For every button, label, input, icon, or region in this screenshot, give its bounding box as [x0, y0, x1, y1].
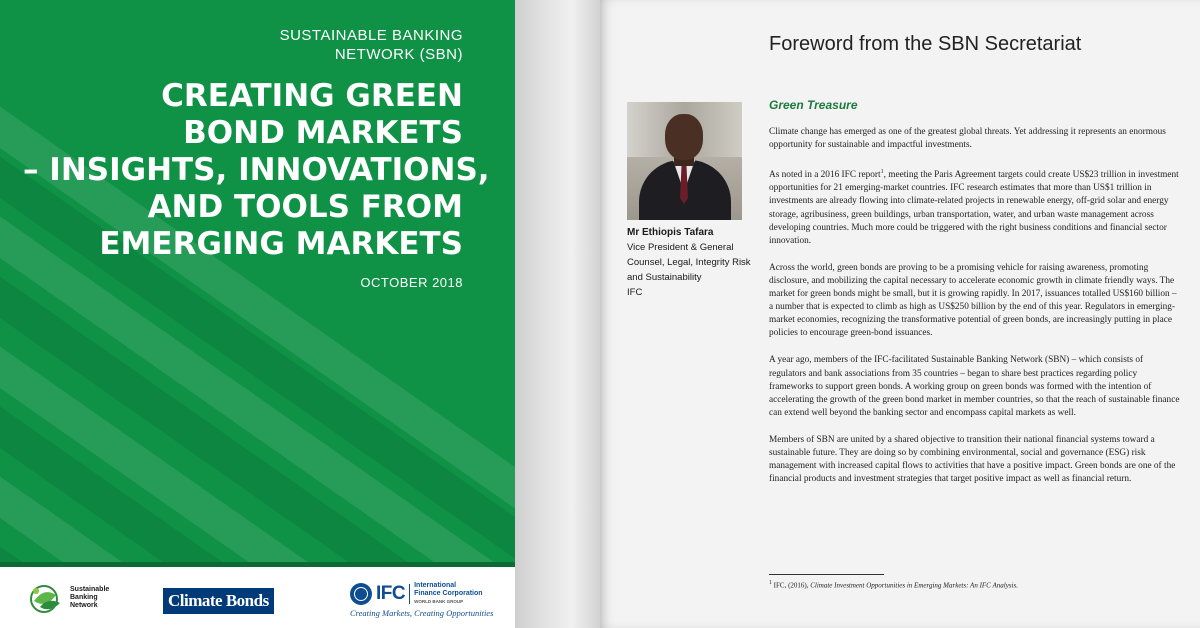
page-title: Foreword from the SBN Secretariat	[769, 33, 1082, 55]
ifc-full-name	[414, 582, 482, 606]
book-gutter	[515, 0, 610, 628]
portrait-photo	[627, 102, 742, 220]
ifc-name-line: Finance Corporation	[414, 590, 483, 597]
footnote-lead: IFC, (2016),	[773, 581, 809, 590]
sbn-logo-line: Banking	[70, 594, 98, 601]
paragraph-lead: As noted in a 2016 IFC report	[769, 170, 881, 181]
globe-leaf-icon	[26, 581, 66, 615]
foreword-body	[769, 126, 1181, 500]
paragraph: A year ago, members of the IFC-facilitated Sustainable Banking Network (SBN) – which consists of regulators and bank associations from 35 countries – began to share best practices regarding policy frameworks to support green bonds. A working group on green bonds was formed with the intention of accelerating the growth of the green bond market in member countries, so that the reach of sustainable finance can extend well beyond the banking sector and encompass capital markets as well.	[769, 355, 1180, 418]
network-line: SUSTAINABLE BANKING	[279, 27, 463, 44]
footnote-rule	[769, 574, 884, 575]
globe-icon	[350, 583, 372, 605]
ifc-wordmark: IFC	[376, 583, 406, 604]
sbn-logo	[26, 581, 109, 615]
paragraph	[769, 166, 1181, 248]
sbn-logo-line: Sustainable	[70, 586, 110, 593]
logo-strip	[0, 567, 515, 628]
cover-title-line: – INSIGHTS, INNOVATIONS,	[23, 152, 490, 188]
cover-title-line: CREATING GREEN	[161, 78, 463, 114]
cover-title	[23, 78, 490, 263]
person-name: Mr Ethiopis Tafara	[627, 227, 714, 238]
footnote	[769, 580, 1018, 589]
cover-green-panel	[0, 0, 515, 562]
section-heading: Green Treasure	[769, 98, 858, 112]
footnote-number: 1	[769, 580, 772, 586]
ifc-logo	[350, 582, 500, 618]
footnote-title: Climate Investment Opportunities in Emerging Markets: An IFC Analysis.	[810, 581, 1018, 590]
sbn-logo-text	[70, 586, 109, 610]
cover-title-line: EMERGING MARKETS	[99, 226, 463, 262]
cover-text-block	[23, 26, 490, 290]
paragraph: Across the world, green bonds are proving to be a promising vehicle for raising awareness, promoting disclosure, and mobilizing the capital necessary to accelerate economic growth in climate friendly ways. The market for green bonds might be small, but it is growing rapidly. In 2017, issuances totalled US$160 billion – a number that is expected to climb as high as US$250 billion by the end of this year. Regulators in emerging-market economies, recognizing the transformative potential of green bonds, are increasingly putting in place policies to encourage green-bond issuances.	[769, 262, 1177, 339]
climate-bonds-logo: Climate Bonds	[163, 588, 274, 614]
paragraph: Members of SBN are united by a shared objective to transition their national financial systems toward a sustainable future. They are doing so by combining environmental, social and governance (ESG) risk management with increased capital flows to activities that have a positive impact. Green bonds are one of the financial products and investment strategies that target positive impact as well as financial return.	[769, 434, 1176, 485]
cover-page	[0, 0, 515, 628]
network-name	[23, 26, 463, 64]
person-role-line: and Sustainability	[627, 272, 702, 283]
footnote-ref: 1	[880, 169, 884, 176]
paragraph: Climate change has emerged as one of the greatest global threats. Yet addressing it represents an enormous opportunity for sustainable and impactful investments.	[769, 127, 1166, 151]
network-line: NETWORK (SBN)	[334, 46, 463, 63]
person-role-line: Counsel, Legal, Integrity Risk	[627, 257, 751, 268]
cover-title-line: AND TOOLS FROM	[147, 189, 463, 225]
ifc-group-label: WORLD BANK GROUP	[414, 599, 464, 604]
paragraph-rest: , meeting the Paris Agreement targets could create US$23 trillion in investment opportunities for 21 emerging-market countries. IFC research estimates that more than US$1 trillion in investments are already flowing into climate-related projects in renewable energy, off-grid solar and energy storage, agribusiness, green buildings, urban transportation, water, and urban waste management across developing countries. Much more could be triggered with the right business conditions and financial sector innovation.	[769, 170, 1179, 246]
person-caption	[627, 225, 767, 300]
cover-date: OCTOBER 2018	[360, 275, 463, 290]
sbn-logo-line: Network	[70, 602, 98, 609]
foreword-page	[600, 0, 1200, 628]
ifc-name-line: International	[414, 582, 457, 589]
person-role-line: Vice President & General	[627, 242, 734, 253]
cover-title-line: BOND MARKETS	[183, 115, 463, 151]
person-role-line: IFC	[627, 287, 643, 298]
ifc-tagline: Creating Markets, Creating Opportunities	[350, 608, 494, 618]
ifc-separator	[409, 584, 410, 604]
